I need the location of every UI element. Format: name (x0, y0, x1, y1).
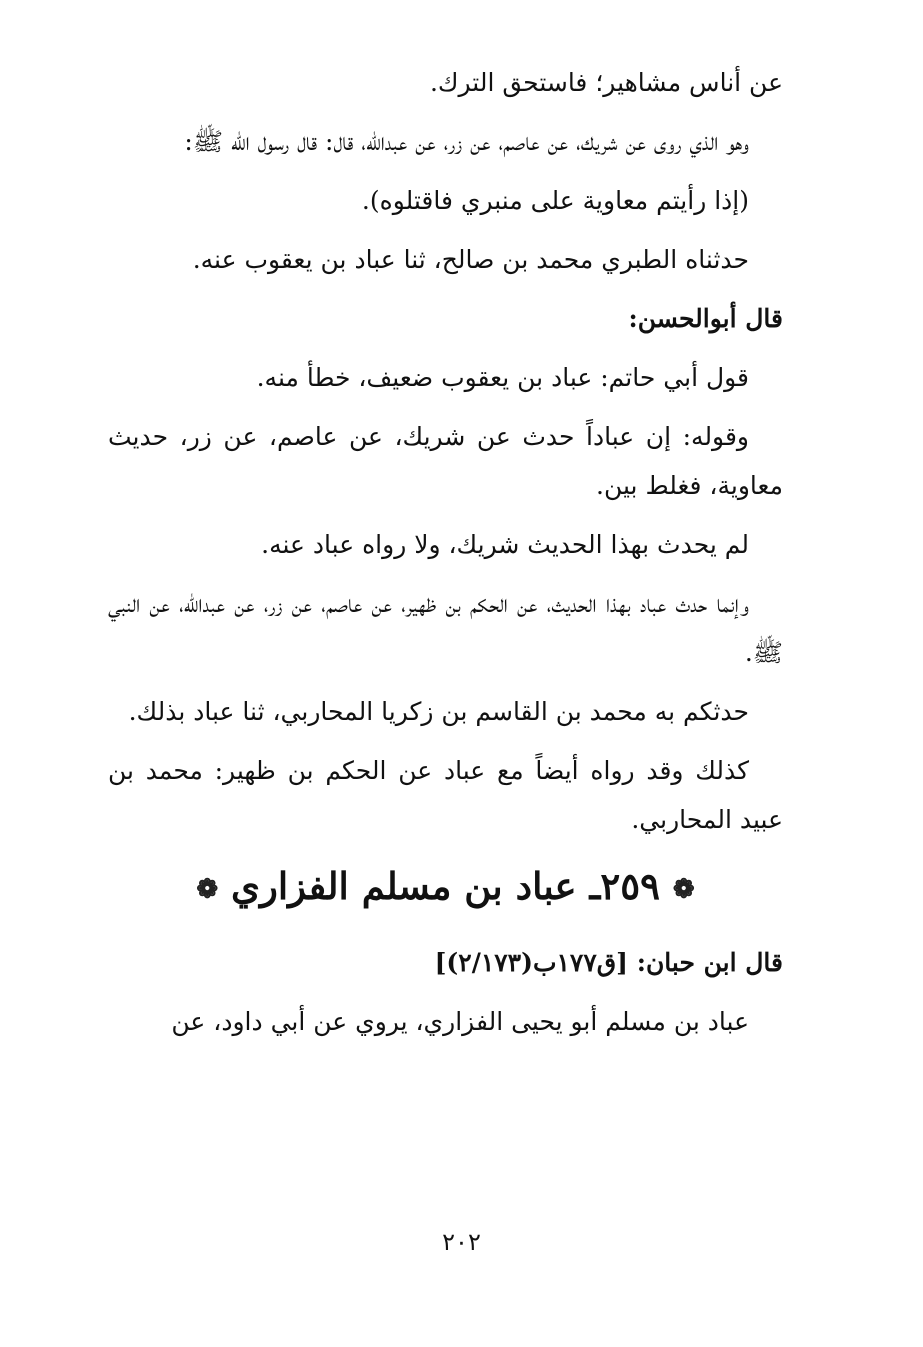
paragraph: لم يحدث بهذا الحديث شريك، ولا رواه عباد عنه. (261, 530, 749, 559)
paragraph: حدثكم به محمد بن القاسم بن زكريا المحاربي، ثنا عباد بذلك. (128, 697, 749, 726)
paragraph: قول أبي حاتم: عباد بن يعقوب ضعيف، خطأ منه. (256, 363, 749, 392)
quoted-hadith: (إذا رأيتم معاوية على منبري فاقتلوه). (361, 186, 749, 215)
paragraph: عن أناس مشاهير؛ فاستحق الترك. (429, 68, 783, 97)
paragraph: كذلك وقد رواه أيضاً مع عباد عن الحكم بن ظهير: محمد بن عبيد المحاربي. (108, 756, 783, 834)
paragraph: وقوله: إن عباداً حدث عن شريك، عن عاصم، عن زر، حديث معاوية، فغلط بين. (108, 422, 783, 500)
paragraph: حدثناه الطبري محمد بن صالح، ثنا عباد بن يعقوب عنه. (192, 245, 749, 274)
entry-title-text: ٢٥٩ـ عباد بن مسلم الفزاري (231, 864, 660, 908)
section-heading: قال ابن حبان: [ق١٧٧ب(٢/١٧٣)] (434, 947, 783, 977)
paragraph: عباد بن مسلم أبو يحيى الفزاري، يروي عن أبي داود، عن (171, 1006, 749, 1036)
paragraph: وهو الذي روى عن شريك، عن عاصم، عن زر، عن عبدالله، قال: قال رسول الله ﷺ: (184, 127, 749, 156)
page-number: ٢٠٢ (442, 1228, 481, 1256)
section-heading: قال أبوالحسن: (628, 304, 783, 333)
ornament-icon: ❁ (672, 874, 695, 905)
page-body (108, 58, 783, 1056)
entry-title (108, 856, 783, 920)
ornament-icon: ❁ (196, 874, 219, 905)
paragraph: وإنما حدث عباد بهذا الحديث، عن الحكم بن ظهير، عن عاصم، عن زر، عن عبدالله، عن النبي ﷺ. (108, 589, 783, 667)
